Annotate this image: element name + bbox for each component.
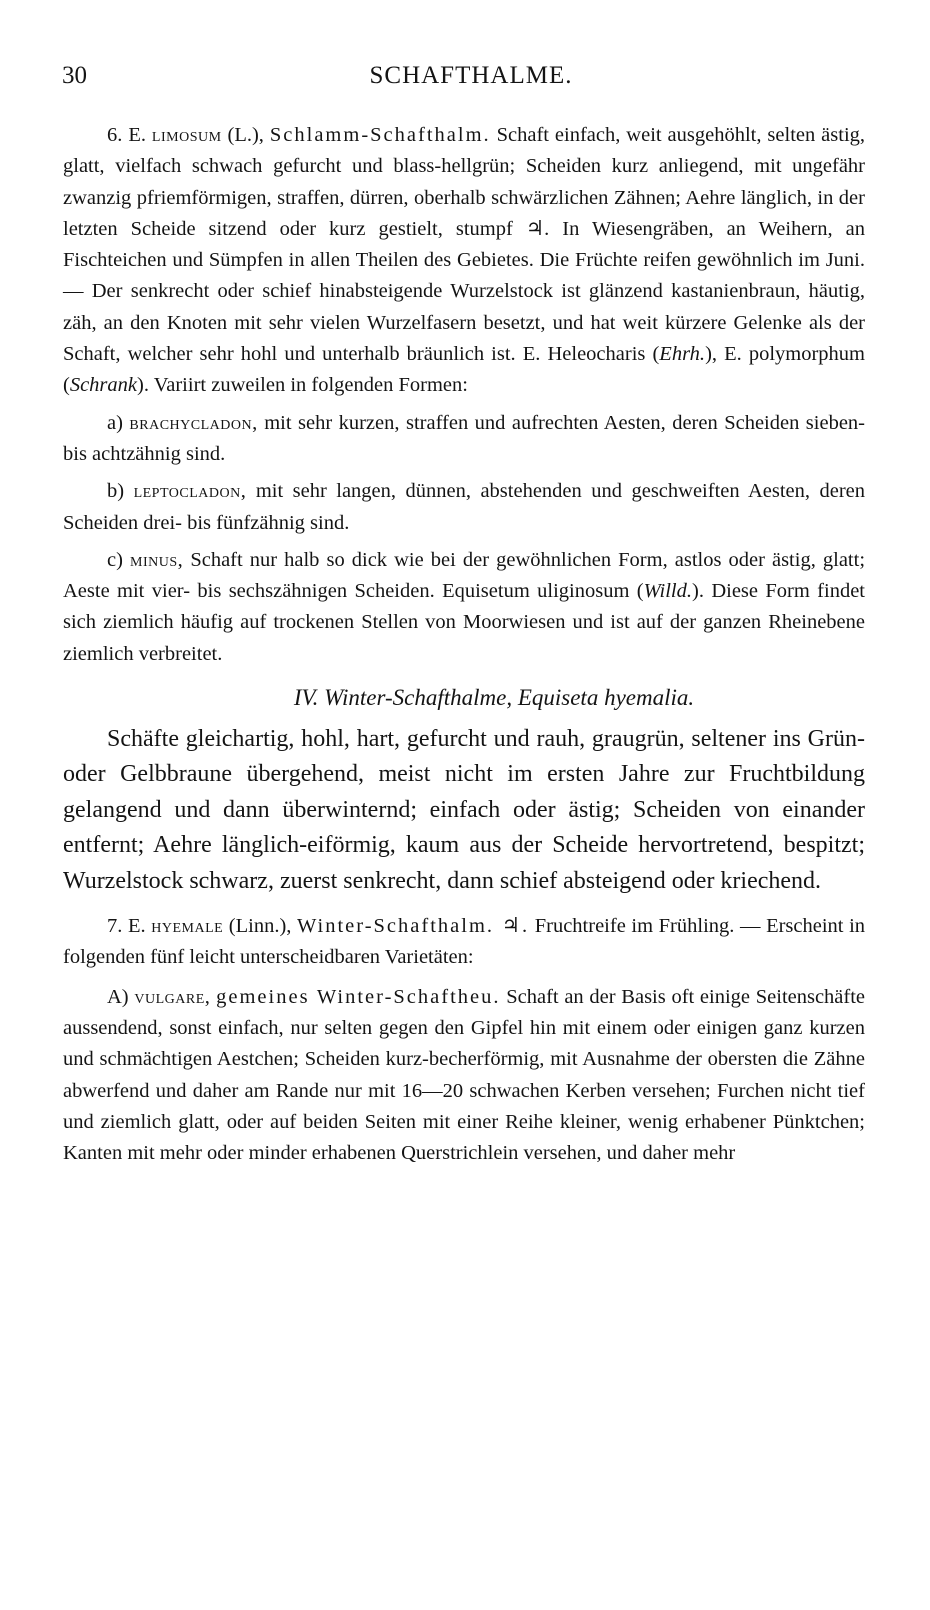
synonym-author: Willd.: [643, 580, 693, 603]
variety-name: brachycladon,: [129, 411, 258, 434]
variety-description: mit sehr langen, dünnen, abstehenden und geschweiften Aesten, deren Scheiden drei- bis fünfzähnig sind.: [63, 480, 866, 534]
species-name: limosum: [151, 124, 222, 146]
variety-a: [63, 408, 865, 471]
variety-label: b): [107, 480, 125, 503]
section-description: Schäfte gleichartig, hohl, hart, gefurcht und rauh, graugrün, seltener ins Grün- oder Gelbbraune übergehend, meist nicht im ersten Jahre zur Fruchtbildung gelangend und dann überwinternd; einfach oder ästig; Scheiden von einander entfernt; Aehre länglich-eiförmig, kaum aus der Scheide hervortretend, bespitzt; Wurzelstock schwarz, zuerst senkrecht, dann schief absteigend oder kriechend.: [63, 726, 865, 894]
variety-b: [63, 476, 865, 539]
variety-name: leptocladon,: [133, 480, 247, 503]
species-name: hyemale: [151, 915, 224, 938]
synonym-author: Schrank: [69, 374, 138, 397]
variety-description-cont: ). Diese Form findet sich ziemlich häufig auf trockenen Stellen von Moorwiesen und ist auf der ganzen Rheinebene ziemlich verbreitet.: [63, 580, 865, 665]
species-entry-hyemale: [63, 911, 865, 974]
species-author: (L.),: [227, 124, 264, 146]
species-entry-limosum: [63, 120, 865, 402]
variety-name: minus,: [130, 548, 184, 571]
running-title: SCHAFTHALME.: [369, 62, 573, 89]
species-common-name: Schlamm-Schafthalm.: [269, 124, 491, 146]
variety-label: c): [107, 548, 123, 571]
variety-A: [63, 982, 865, 1170]
species-author: (Linn.),: [228, 915, 292, 938]
page-number: 30: [62, 62, 87, 89]
variety-description: mit sehr kurzen, straffen und aufrechten Aesten, deren Scheiden sieben- bis achtzähnig sind.: [63, 411, 866, 465]
species-description: Fruchtreife im Frühling. — Erscheint in folgenden fünf leicht unterscheidbaren Varietäten:: [63, 915, 866, 969]
synonym-author: Ehrh.: [659, 343, 706, 366]
species-description: Schaft einfach, weit ausgehöhlt, selten ästig, glatt, vielfach schwach gefurcht und blass-hellgrün; Scheiden kurz anliegend, mit ungefähr zwanzig pfriemförmigen, straffen, dürren, oberhalb schwärzlichen Zähnen; Aehre länglich, in der letzten Scheide sitzend oder kurz gestielt, stumpf ♃. In Wiesengräben, an Weihern, an Fischteichen und Sümpfen in allen Theilen des Gebietes. Die Früchte reifen gewöhnlich im Juni. — Der senkrecht oder schief hinabsteigende Wurzelstock ist glänzend kastanienbraun, häutig, zäh, an den Knoten mit sehr vielen Wurzelfasern besetzt, und hat weit kürzere Gelenke als der Schaft, welcher sehr hohl und unterhalb bräunlich ist. E. Heleocharis (: [63, 124, 866, 366]
species-common-name: Winter-Schafthalm. ♃.: [297, 915, 530, 938]
variety-label: A): [107, 985, 129, 1008]
variety-c: [63, 545, 865, 670]
running-header: [62, 62, 880, 98]
variety-common-name: gemeines Winter-Schaftheu.: [216, 985, 501, 1008]
variety-description: Schaft nur halb so dick wie bei der gewöhnlichen Form, astlos oder ästig, glatt; Aeste mit vier- bis sechszähnigen Scheiden. Equisetum uliginosum (: [63, 548, 866, 603]
section-heading: IV. Winter-Schafthalme, Equiseta hyemalia.: [293, 685, 695, 711]
species-description-cont: ), E. polymorphum (: [63, 343, 865, 397]
variety-label: a): [107, 411, 123, 434]
species-number: 7. E.: [107, 915, 146, 938]
variety-description: Schaft an der Basis oft einige Seitenschäfte aussendend, sonst einfach, nur selten gegen den Gipfel hin mit einem oder einigen ganz kurzen und schmächtigen Aestchen; Scheiden kurz-becherförmig, mit Ausnahme der obersten die Zähne abwerfend und daher am Rande nur mit 16—20 schwachen Kerben versehen; Furchen nicht tief und ziemlich glatt, oder auf beiden Seiten mit einer Reihe kleiner, wenig erhabener Pünktchen; Kanten mit mehr oder minder erhabenen Querstrichlein versehen, und daher mehr: [63, 985, 866, 1165]
page-body: [63, 120, 865, 1169]
species-description-cont: ). Variirt zuweilen in folgenden Formen:: [137, 374, 468, 397]
variety-name: vulgare,: [134, 985, 211, 1008]
species-number: 6. E.: [107, 124, 146, 146]
